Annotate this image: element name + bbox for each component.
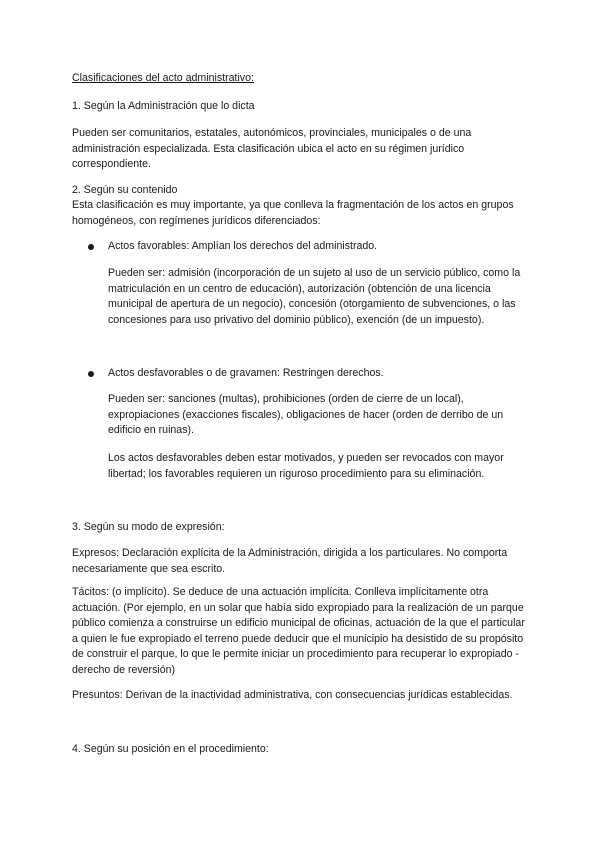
section-2-heading: 2. Según su contenido bbox=[72, 184, 178, 196]
expresos-text: Expresos: Declaración explícita de la Administración, dirigida a los particulares. No comporta necesariamente que sea escrito. bbox=[72, 547, 508, 575]
document-title: Clasificaciones del acto administrativo: bbox=[72, 72, 254, 84]
section-2-body: Esta clasificación es muy importante, ya que conlleva la fragmentación de los actos en grupos homogéneos, con regímenes jurídicos diferenciados: bbox=[72, 199, 514, 227]
bullet-icon bbox=[88, 371, 94, 377]
section-1-body: Pueden ser comunitarios, estatales, autonómicos, provinciales, municipales o de una administración especializada. Esta clasificación ubica el acto en su régimen jurídico correspondiente. bbox=[72, 127, 472, 170]
desfavorables-note: Los actos desfavorables deben estar motivados, y pueden ser revocados con mayor libertad; los favorables requieren un riguroso procedimiento para su eliminación. bbox=[108, 452, 504, 480]
tacitos-text: Tácitos: (o implícito). Se deduce de una actuación implícita. Conlleva implícitamente otra actuación. (Por ejemplo, en un solar que había sido expropiado para la realización de un parque público comienza a construirse un edificio municipal de oficinas, actuación de la que el particular a quien le fue expropiado el terreno puede deducir que el municipio ha desistido de su propósito de construir el parque, lo que le permite iniciar un procedimiento para recuperar lo expropiado -derecho de reversión) bbox=[72, 586, 525, 676]
favorables-text: Pueden ser: admisión (incorporación de un sujeto al uso de un servicio público, como la matriculación en un centro de educación), autorización (obtención de una licencia municipal de apertura de un negocio), concesión (otorgamiento de subvenciones, o las concesiones para uso privativo del dominio público), exención (de un impuesto). bbox=[108, 267, 521, 326]
favorables-title: Actos favorables: Amplían los derechos del administrado. bbox=[108, 240, 378, 252]
section-1-heading: 1. Según la Administración que lo dicta bbox=[72, 100, 255, 112]
desfavorables-text: Pueden ser: sanciones (multas), prohibiciones (orden de cierre de un local), expropiaciones (exacciones fiscales), obligaciones de hacer (orden de derribo de un edificio en ruinas). bbox=[108, 393, 504, 436]
desfavorables-title: Actos desfavorables o de gravamen: Restringen derechos. bbox=[108, 367, 384, 379]
section-3-heading: 3. Según su modo de expresión: bbox=[72, 521, 225, 533]
presuntos-text: Presuntos: Derivan de la inactividad administrativa, con consecuencias jurídicas establecidas. bbox=[72, 689, 513, 701]
bullet-icon bbox=[88, 244, 94, 250]
section-4-heading: 4. Según su posición en el procedimiento: bbox=[72, 743, 269, 755]
